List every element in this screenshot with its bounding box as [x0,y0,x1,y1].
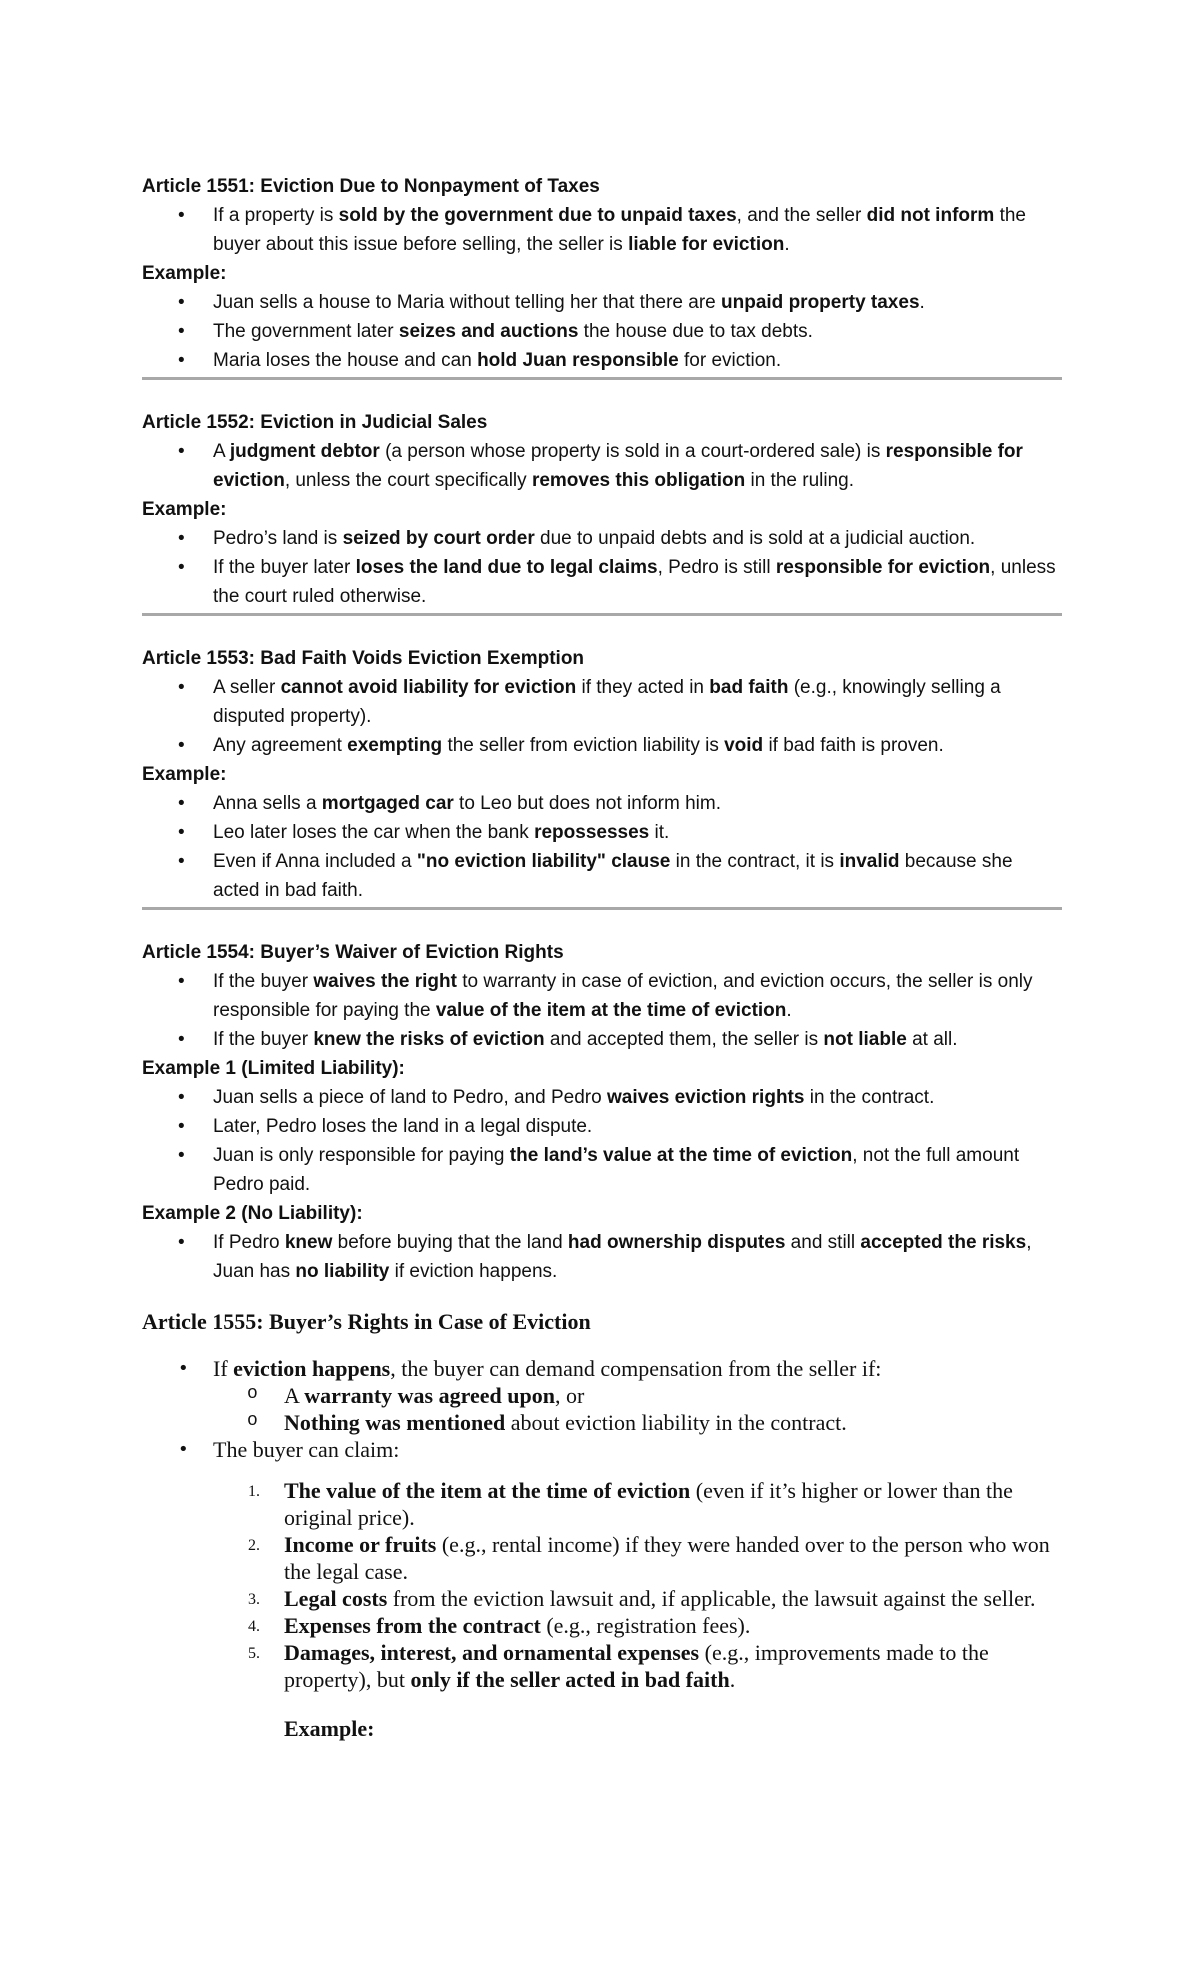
bullet: • The buyer can claim: [142,1436,1062,1463]
claim-item: 4. Expenses from the contract (e.g., registration fees). [248,1613,751,1638]
article-1555-title: Article 1555: Buyer’s Rights in Case of Eviction [142,1309,591,1334]
sub-bullet: o Nothing was mentioned about eviction liability in the contract. [213,1409,1062,1436]
example-bullet: • Anna sells a mortgaged car to Leo but does not inform him. [142,789,1062,818]
article-1555 [142,1308,1062,1742]
example-bullet: • Leo later loses the car when the bank repossesses it. [142,818,1062,847]
claim-item: 2. Income or fruits (e.g., rental income) if they were handed over to the person who won the legal case. [248,1532,1050,1584]
example-bullet: • Even if Anna included a "no eviction liability" clause in the contract, it is invalid because she acted in bad faith. [142,847,1062,905]
example-bullet: • If the buyer later loses the land due to legal claims, Pedro is still responsible for eviction, unless the court ruled otherwise. [142,553,1062,611]
bullet: • Any agreement exempting the seller from eviction liability is void if bad faith is proven. [142,731,1062,760]
article-1553 [142,644,1062,910]
article-1554 [142,938,1062,1286]
example-label: Example: [142,764,227,785]
bullet: • If eviction happens, the buyer can demand compensation from the seller if: o A warranty was agreed upon, or o Nothing was mentioned about eviction liability in the contract. [142,1355,1062,1436]
example-1-label: Example 1 (Limited Liability): [142,1058,405,1079]
example-2-label: Example 2 (No Liability): [142,1203,363,1224]
article-1551-title: Article 1551: Eviction Due to Nonpayment of Taxes [142,176,600,197]
article-1552-title: Article 1552: Eviction in Judicial Sales [142,412,488,433]
example-bullet: • Pedro’s land is seized by court order due to unpaid debts and is sold at a judicial auction. [142,524,1062,553]
example-label: Example: [142,263,227,284]
claim-item: 1. The value of the item at the time of eviction (even if it’s higher or lower than the original price). [248,1478,1013,1530]
example-bullet: • Juan sells a house to Maria without telling her that there are unpaid property taxes. [142,288,1062,317]
claim-item: 5. Damages, interest, and ornamental expenses (e.g., improvements made to the property), but only if the seller acted in bad faith. [248,1640,989,1692]
example-bullet: • If Pedro knew before buying that the land had ownership disputes and still accepted the risks, Juan has no liability if eviction happens. [142,1228,1062,1286]
bullet: • If the buyer knew the risks of eviction and accepted them, the seller is not liable at all. [142,1025,1062,1054]
example-bullet: • Juan is only responsible for paying the land’s value at the time of eviction, not the full amount Pedro paid. [142,1141,1062,1199]
claim-item: 3. Legal costs from the eviction lawsuit and, if applicable, the lawsuit against the seller. [248,1586,1036,1611]
article-1554-title: Article 1554: Buyer’s Waiver of Eviction Rights [142,942,564,963]
example-bullet: • Later, Pedro loses the land in a legal dispute. [142,1112,1062,1141]
bullet: • If a property is sold by the government due to unpaid taxes, and the seller did not inform the buyer about this issue before selling, the seller is liable for eviction. [142,201,1062,259]
bullet: • A seller cannot avoid liability for eviction if they acted in bad faith (e.g., knowingly selling a disputed property). [142,673,1062,731]
example-label: Example: [142,499,227,520]
article-1553-title: Article 1553: Bad Faith Voids Eviction Exemption [142,648,585,669]
bullet: • A judgment debtor (a person whose property is sold in a court-ordered sale) is responsible for eviction, unless the court specifically removes this obligation in the ruling. [142,437,1062,495]
example-bullet: • The government later seizes and auctions the house due to tax debts. [142,317,1062,346]
example-bullet: • Maria loses the house and can hold Juan responsible for eviction. [142,346,1062,375]
sub-bullet: o A warranty was agreed upon, or [213,1382,1062,1409]
example-label: Example: [284,1716,375,1741]
example-bullet: • Juan sells a piece of land to Pedro, and Pedro waives eviction rights in the contract. [142,1083,1062,1112]
document-content [142,172,1062,1742]
article-1551 [142,172,1062,380]
article-1552 [142,408,1062,616]
bullet: • If the buyer waives the right to warranty in case of eviction, and eviction occurs, the seller is only responsible for paying the value of the item at the time of eviction. [142,967,1062,1025]
